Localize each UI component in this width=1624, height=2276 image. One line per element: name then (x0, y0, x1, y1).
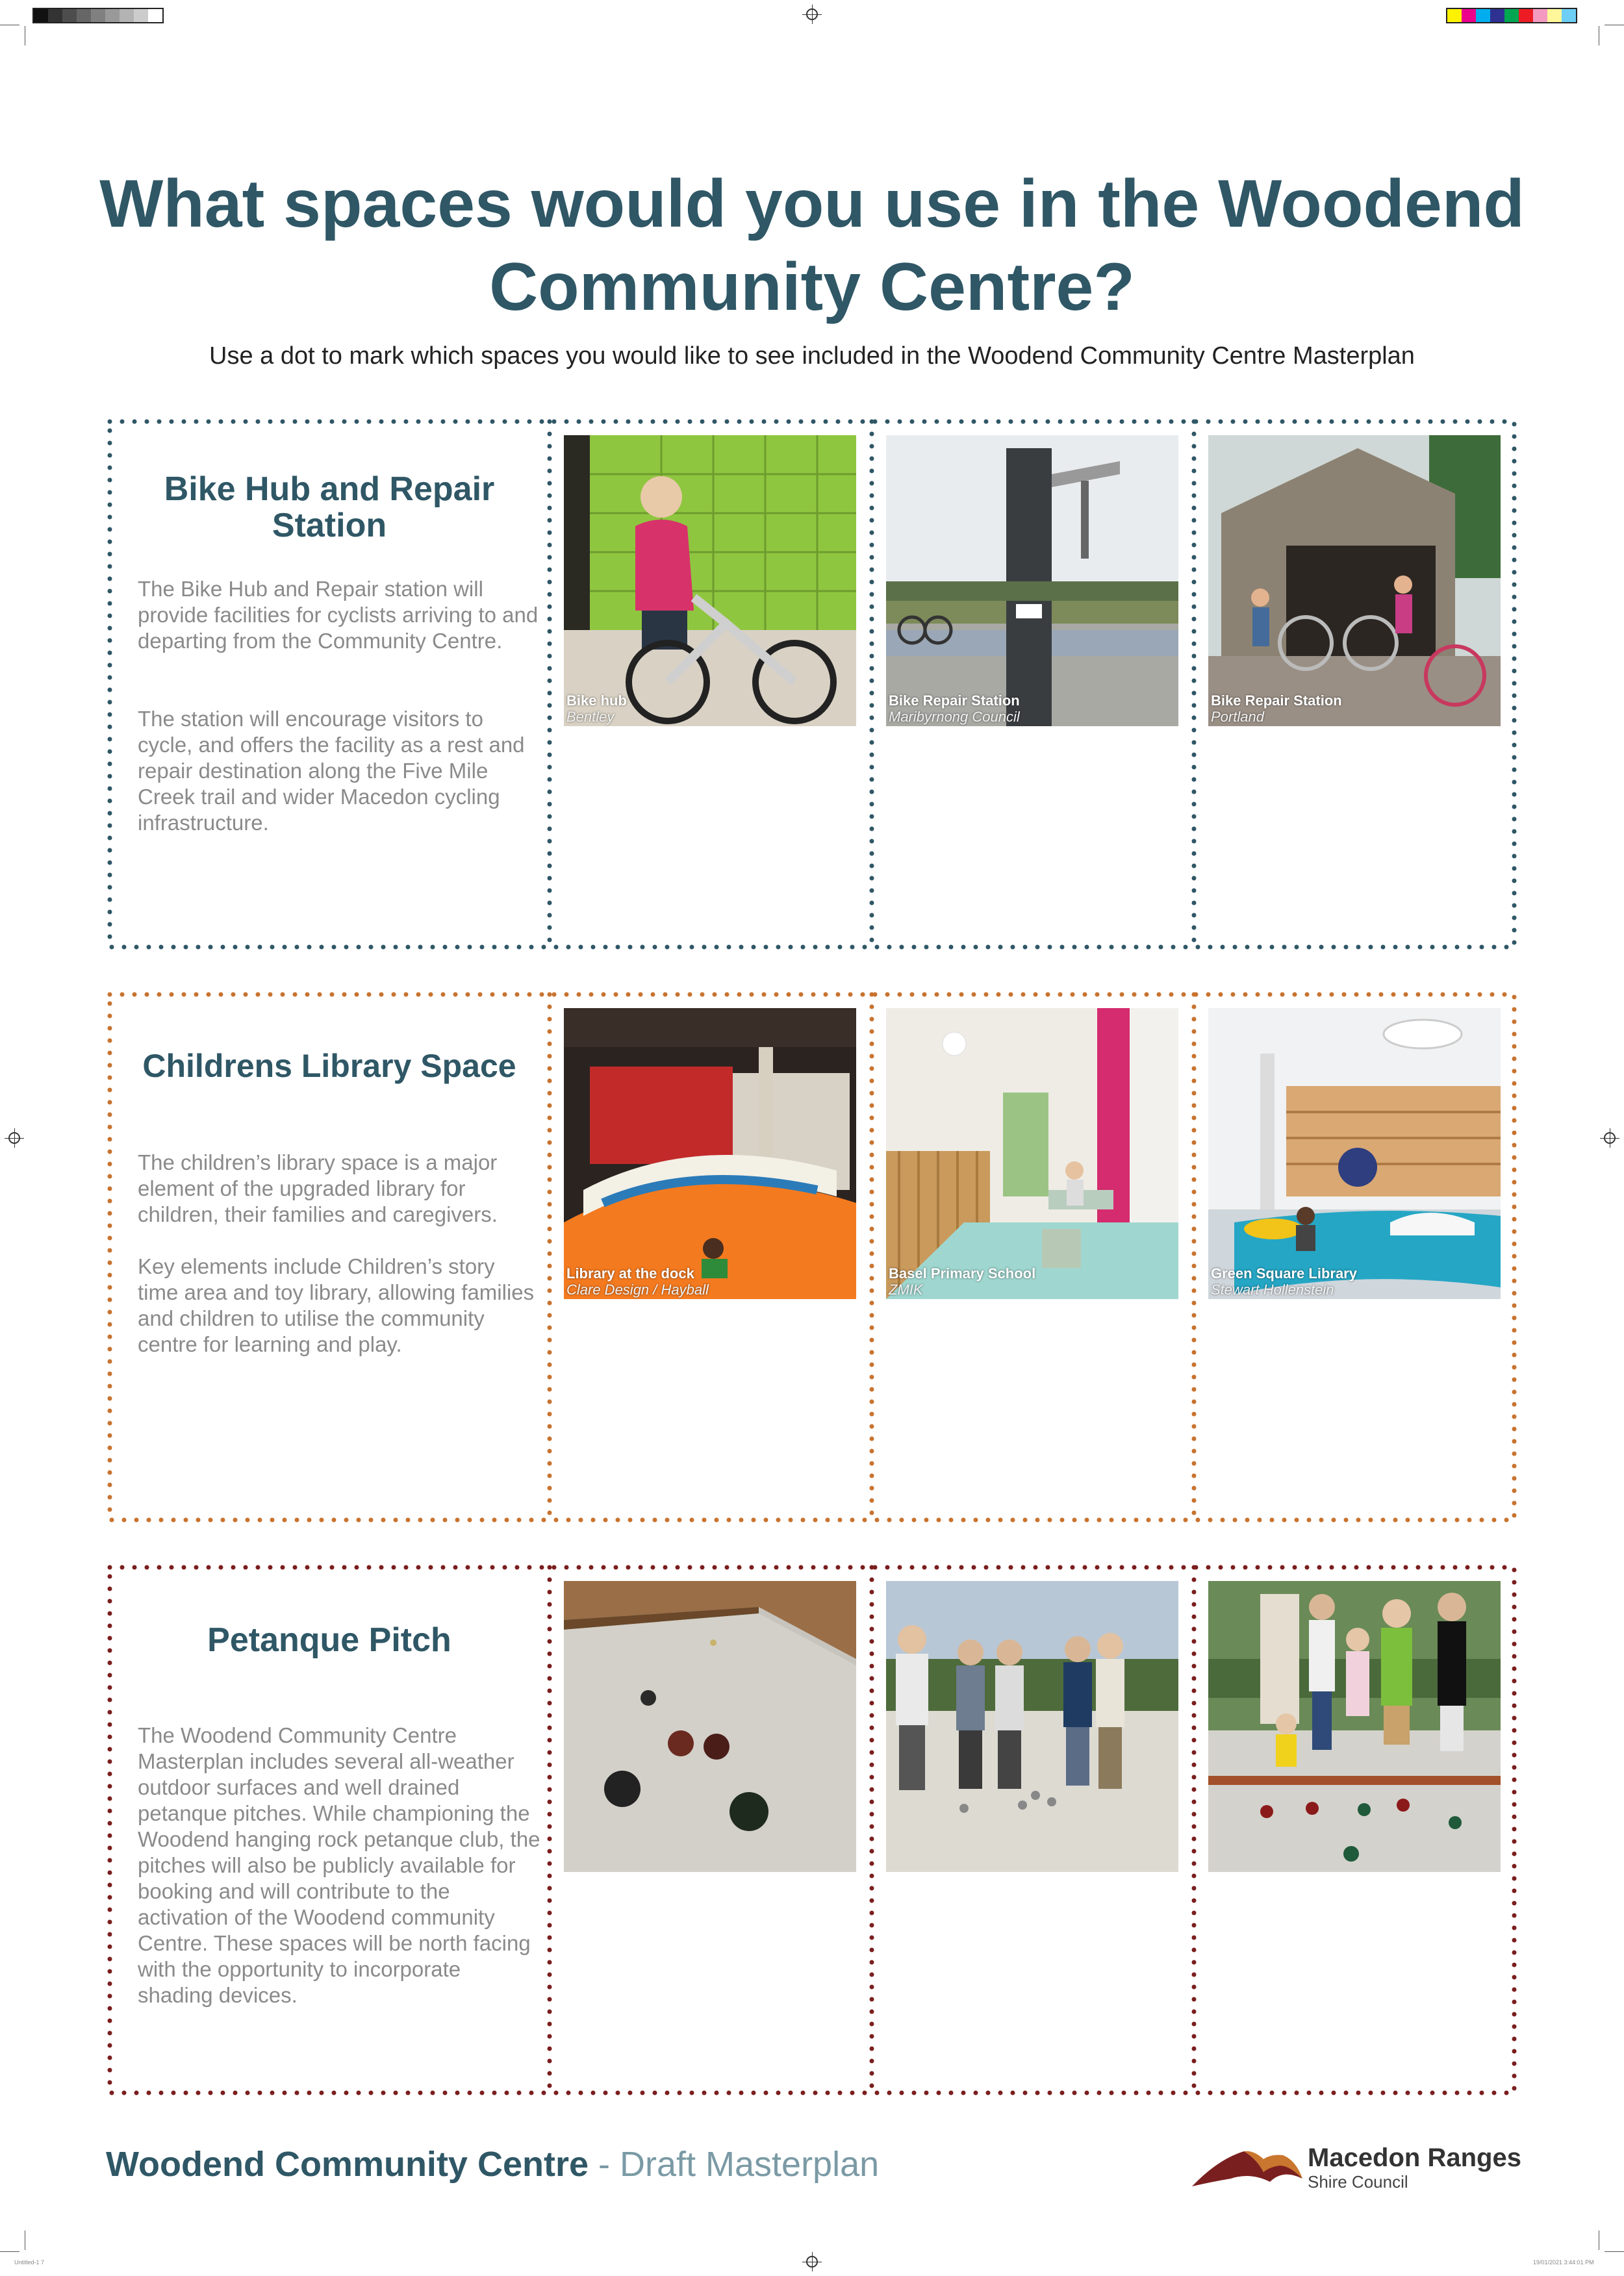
photo-caption (889, 1265, 1035, 1298)
section-paragraph: Key elements include Children’s story time area and toy library, allowing families and children to utilise the community centre for learning and play. (138, 1254, 535, 1356)
section-petanque-pitch (107, 1565, 1517, 2095)
mountain-logo-icon (1192, 2146, 1302, 2192)
photo-caption (566, 1265, 709, 1298)
footer-title-light: - Draft Masterplan (589, 2145, 880, 2184)
logo-name: Macedon Ranges (1308, 2143, 1521, 2172)
page-title (97, 162, 1527, 329)
crop-mark (0, 2251, 19, 2252)
registration-mark-right (1604, 1132, 1616, 1144)
logo-subtitle: Shire Council (1308, 2172, 1408, 2192)
grayscale-calibration-bar (32, 8, 164, 23)
photo-bike-repair-station-portland (1208, 435, 1501, 726)
caption-credit: Clare Design / Hayball (566, 1282, 709, 1298)
registration-mark-left (8, 1132, 20, 1144)
caption-title: Library at the dock (566, 1265, 694, 1282)
section-childrens-library (107, 992, 1517, 1523)
macedon-ranges-logo (1192, 2141, 1523, 2193)
color-calibration-bar (1446, 8, 1577, 23)
registration-mark-top (806, 8, 818, 20)
photo-caption (889, 692, 1020, 725)
caption-credit: Stewart Hollenstein (1211, 1282, 1334, 1298)
caption-credit: Portland (1211, 709, 1264, 725)
section-paragraph: The Woodend Community Centre Masterplan includes several all-weather outdoor surfaces and well drained petanque pitches. While championing the Woodend hanging rock petanque club, the pitches will also be publicly available for booking and will contribute to the activation of the Woodend community Centre. These spaces will be north facing with the opportunity to incorporate shading devices. (138, 1723, 540, 2007)
photo-caption (1211, 692, 1342, 725)
photo-bike-hub (564, 435, 856, 726)
section-bike-hub (107, 419, 1517, 950)
section-heading: Childrens Library Space (142, 1048, 516, 1084)
caption-title: Bike hub (566, 692, 627, 709)
caption-title: Basel Primary School (889, 1265, 1036, 1282)
page-title-line1: What spaces would you use in the Woodend (99, 166, 1525, 242)
caption-credit: Bentley (566, 709, 615, 725)
caption-title: Bike Repair Station (889, 692, 1020, 709)
caption-title: Green Square Library (1211, 1265, 1357, 1282)
footer-title (106, 2143, 879, 2185)
photo-green-square-library (1208, 1008, 1501, 1299)
caption-credit: Maribyrnong Council (889, 709, 1020, 725)
registration-mark-bottom (806, 2256, 818, 2268)
slug-right: 19/01/2021 3:44:01 PM (1533, 2259, 1594, 2266)
photo-caption (566, 692, 627, 725)
caption-title: Bike Repair Station (1211, 692, 1342, 709)
photo-library-at-the-dock (564, 1008, 856, 1299)
footer-title-bold: Woodend Community Centre (106, 2145, 589, 2184)
section-heading: Bike Hub and Repair Station (164, 470, 495, 544)
section-heading: Petanque Pitch (207, 1621, 451, 1659)
caption-credit: ZMIK (889, 1282, 923, 1298)
section-paragraph: The children’s library space is a major element of the upgraded library for children, their families and caregivers. (138, 1150, 498, 1226)
page-title-line2: Community Centre? (489, 249, 1135, 325)
photo-petanque-family (1208, 1581, 1501, 1872)
section-paragraph: The station will encourage visitors to cycle, and offers the facility as a rest and repair destination along the Five Mile Creek trail and wider Macedon cycling infrastructure. (138, 707, 525, 835)
photo-basel-primary-school (886, 1008, 1178, 1299)
crop-mark (1605, 2251, 1624, 2252)
slug-left: Untitled-1 7 (14, 2259, 45, 2266)
photo-petanque-players (886, 1581, 1178, 1872)
page-subtitle: Use a dot to mark which spaces you would like to see included in the Woodend Community Centre Masterplan (209, 342, 1415, 370)
photo-caption (1211, 1265, 1357, 1298)
photo-petanque-pitch-court (564, 1581, 856, 1872)
photo-bike-repair-station-maribyrnong (886, 435, 1178, 726)
section-paragraph: The Bike Hub and Repair station will provide facilities for cyclists arriving to and departing from the Community Centre. (138, 577, 539, 653)
